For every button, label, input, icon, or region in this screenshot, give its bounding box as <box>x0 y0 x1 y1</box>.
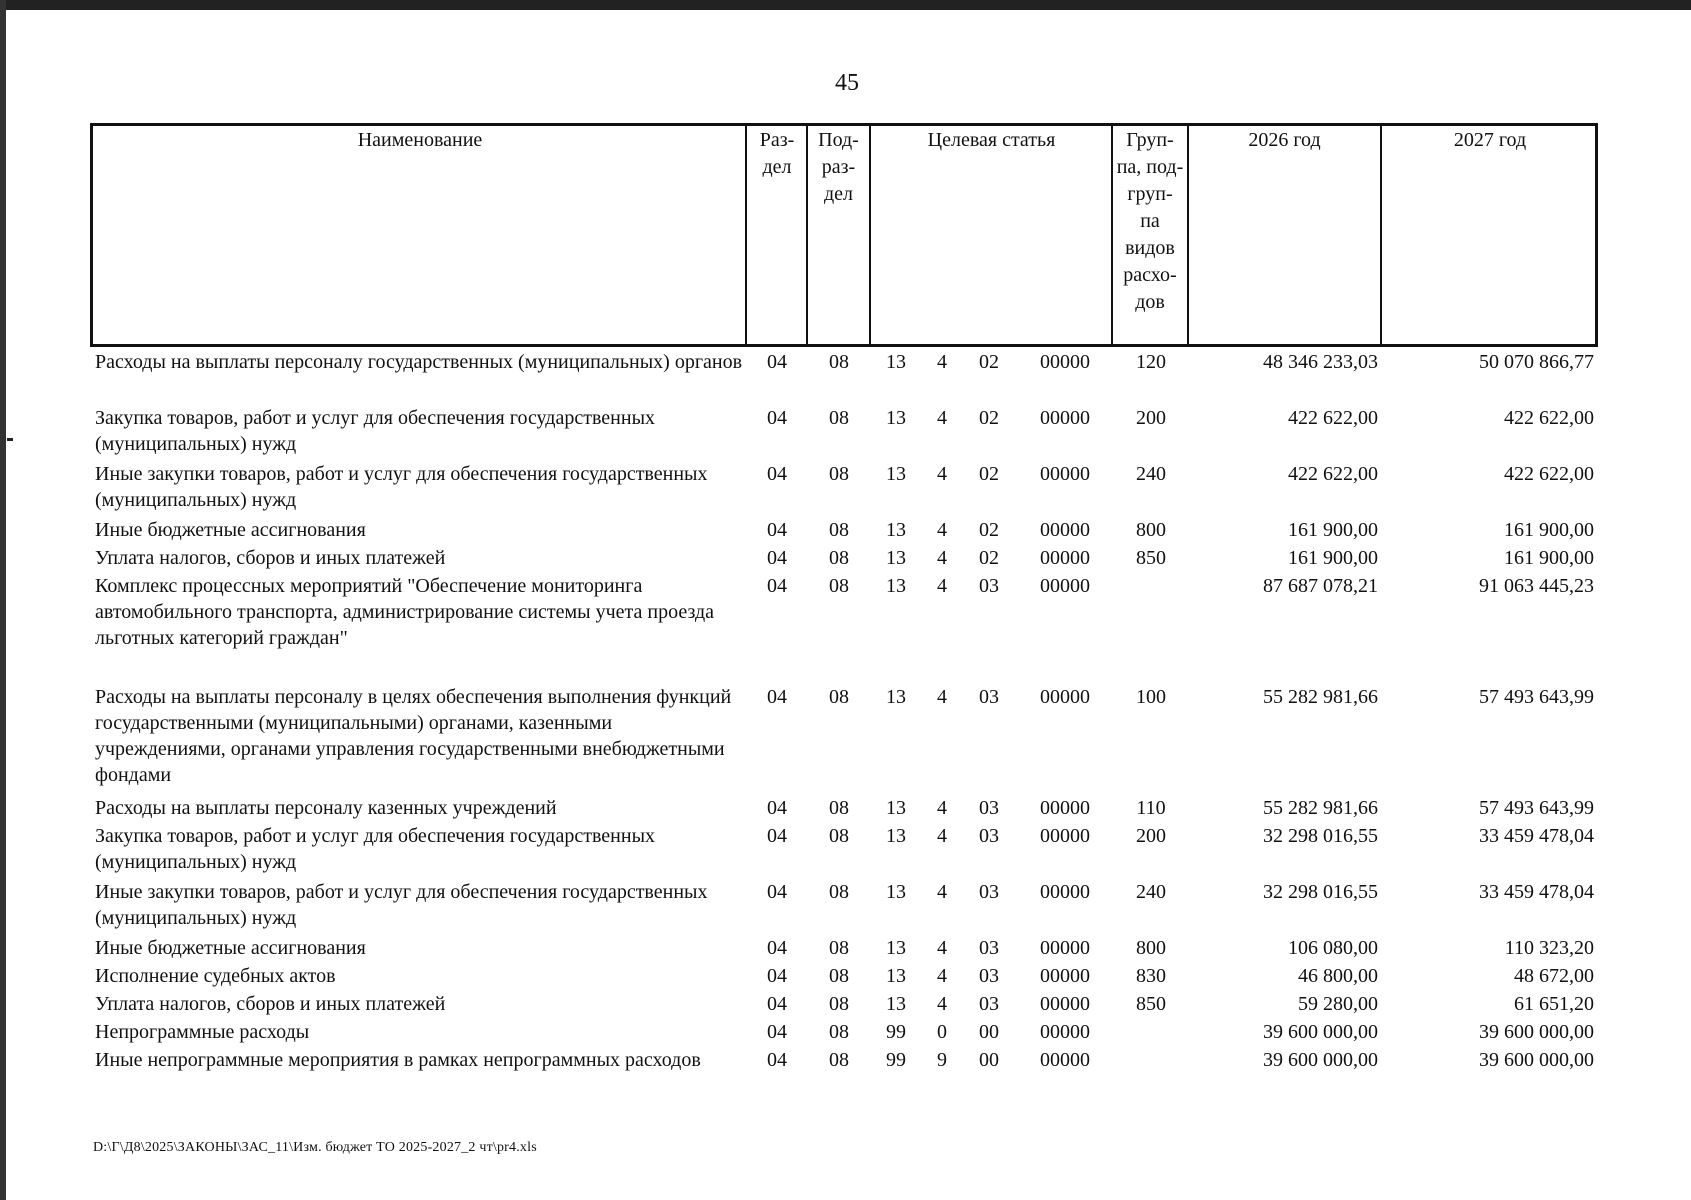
row-podrazdel: 08 <box>829 825 849 847</box>
row-target-complex: 03 <box>979 993 999 1015</box>
header-podrazdel-line: раз- <box>821 156 856 178</box>
row-target-direction: 00000 <box>1040 463 1090 485</box>
row-name: Расходы на выплаты персоналу казенных учреждений <box>95 797 557 819</box>
row-amount-2026: 39 600 000,00 <box>1263 1049 1378 1071</box>
row-target-type: 4 <box>937 825 947 847</box>
row-name: Комплекс процессных мероприятий "Обеспечение мониторинга автомобильного транспорта, администрирование системы учета проезда льготных категорий граждан" <box>95 575 715 649</box>
row-amount-2027: 33 459 478,04 <box>1479 825 1594 847</box>
row-group: 830 <box>1136 965 1166 987</box>
header-group-line: дов <box>1135 291 1165 313</box>
row-amount-2027: 161 900,00 <box>1504 519 1594 541</box>
row-target-program: 13 <box>886 407 906 429</box>
row-group: 110 <box>1136 797 1166 819</box>
header-name: Наименование <box>357 129 483 151</box>
row-target-complex: 03 <box>979 575 999 597</box>
row-target-type: 4 <box>937 519 947 541</box>
row-target-complex: 03 <box>979 825 999 847</box>
row-podrazdel: 08 <box>829 519 849 541</box>
row-amount-2026: 46 800,00 <box>1298 965 1378 987</box>
row-target-complex: 02 <box>979 407 999 429</box>
row-target-direction: 00000 <box>1040 937 1090 959</box>
header-group-line: Груп- <box>1126 129 1174 151</box>
row-amount-2027: 57 493 643,99 <box>1479 797 1594 819</box>
row-group: 200 <box>1136 825 1166 847</box>
row-amount-2027: 110 323,20 <box>1504 937 1594 959</box>
row-target-type: 4 <box>937 965 947 987</box>
row-amount-2027: 39 600 000,00 <box>1479 1021 1594 1043</box>
row-podrazdel: 08 <box>829 993 849 1015</box>
header-razdel-line: Раз- <box>759 129 795 151</box>
row-name: Иные бюджетные ассигнования <box>95 937 366 959</box>
row-razdel: 04 <box>767 993 787 1015</box>
row-amount-2027: 57 493 643,99 <box>1479 686 1594 708</box>
row-razdel: 04 <box>767 351 787 373</box>
row-amount-2026: 48 346 233,03 <box>1263 351 1378 373</box>
file-path-footer: D:\Г\Д8\2025\ЗАКОНЫ\ЗАС_11\Изм. бюджет ТО 2025-2027_2 чт\pr4.xls <box>93 1140 537 1155</box>
row-podrazdel: 08 <box>829 351 849 373</box>
row-podrazdel: 08 <box>829 797 849 819</box>
row-razdel: 04 <box>767 1049 787 1071</box>
row-target-complex: 00 <box>979 1049 999 1071</box>
row-name: Закупка товаров, работ и услуг для обеспечения государственных (муниципальных) нужд <box>95 825 656 873</box>
row-target-program: 13 <box>886 965 906 987</box>
row-name: Расходы на выплаты персоналу государственных (муниципальных) органов <box>95 351 743 373</box>
header-razdel <box>748 127 806 181</box>
row-target-type: 4 <box>937 547 947 569</box>
row-target-direction: 00000 <box>1040 965 1090 987</box>
row-razdel: 04 <box>767 1021 787 1043</box>
row-amount-2026: 32 298 016,55 <box>1263 825 1378 847</box>
row-name: Исполнение судебных актов <box>95 965 336 987</box>
row-target-program: 13 <box>886 825 906 847</box>
row-amount-2027: 422 622,00 <box>1504 407 1594 429</box>
row-target-program: 99 <box>886 1021 906 1043</box>
row-target-program: 13 <box>886 993 906 1015</box>
row-target-program: 13 <box>886 575 906 597</box>
row-target-direction: 00000 <box>1040 1021 1090 1043</box>
row-razdel: 04 <box>767 547 787 569</box>
row-target-type: 4 <box>937 407 947 429</box>
row-amount-2027: 61 651,20 <box>1514 993 1594 1015</box>
row-amount-2026: 59 280,00 <box>1298 993 1378 1015</box>
row-group: 240 <box>1136 881 1166 903</box>
row-name: Закупка товаров, работ и услуг для обеспечения государственных (муниципальных) нужд <box>95 407 656 455</box>
row-razdel: 04 <box>767 463 787 485</box>
row-target-complex: 03 <box>979 797 999 819</box>
row-group: 200 <box>1136 407 1166 429</box>
row-target-type: 4 <box>937 937 947 959</box>
row-podrazdel: 08 <box>829 965 849 987</box>
row-podrazdel: 08 <box>829 463 849 485</box>
row-target-complex: 03 <box>979 937 999 959</box>
row-podrazdel: 08 <box>829 881 849 903</box>
row-amount-2027: 50 070 866,77 <box>1479 351 1594 373</box>
row-amount-2026: 32 298 016,55 <box>1263 881 1378 903</box>
row-target-direction: 00000 <box>1040 797 1090 819</box>
header-group <box>1113 127 1187 316</box>
row-target-program: 13 <box>886 547 906 569</box>
row-razdel: 04 <box>767 825 787 847</box>
row-name: Иные закупки товаров, работ и услуг для обеспечения государственных (муниципальных) нужд <box>95 881 708 929</box>
header-group-line: па <box>1140 210 1160 232</box>
row-target-direction: 00000 <box>1040 407 1090 429</box>
row-razdel: 04 <box>767 881 787 903</box>
row-target-complex: 02 <box>979 463 999 485</box>
row-name: Иные бюджетные ассигнования <box>95 519 366 541</box>
row-name: Иные непрограммные мероприятия в рамках непрограммных расходов <box>95 1049 701 1071</box>
header-divider <box>745 123 747 347</box>
row-target-type: 4 <box>937 686 947 708</box>
header-group-line: расхо- <box>1123 264 1177 286</box>
header-year-2027: 2027 год <box>1453 129 1527 151</box>
row-target-type: 4 <box>937 993 947 1015</box>
row-amount-2026: 422 622,00 <box>1288 463 1378 485</box>
row-name: Непрограммные расходы <box>95 1021 310 1043</box>
row-target-direction: 00000 <box>1040 547 1090 569</box>
row-target-direction: 00000 <box>1040 825 1090 847</box>
header-target: Целевая статья <box>927 129 1056 151</box>
row-target-program: 13 <box>886 686 906 708</box>
row-amount-2027: 91 063 445,23 <box>1479 575 1594 597</box>
row-razdel: 04 <box>767 937 787 959</box>
header-group-line: груп- <box>1127 183 1173 205</box>
row-amount-2026: 55 282 981,66 <box>1263 797 1378 819</box>
row-target-type: 9 <box>937 1049 947 1071</box>
row-target-direction: 00000 <box>1040 686 1090 708</box>
row-razdel: 04 <box>767 519 787 541</box>
row-amount-2027: 39 600 000,00 <box>1479 1049 1594 1071</box>
row-target-program: 13 <box>886 937 906 959</box>
row-amount-2026: 106 080,00 <box>1288 937 1378 959</box>
row-podrazdel: 08 <box>829 407 849 429</box>
row-target-direction: 00000 <box>1040 519 1090 541</box>
row-amount-2026: 161 900,00 <box>1288 547 1378 569</box>
header-divider <box>1187 123 1189 347</box>
row-razdel: 04 <box>767 407 787 429</box>
row-group: 240 <box>1136 463 1166 485</box>
header-podrazdel-line: дел <box>823 183 854 205</box>
header-group-line: па, под- <box>1116 156 1184 178</box>
header-year-2026: 2026 год <box>1248 129 1321 151</box>
row-amount-2026: 39 600 000,00 <box>1263 1021 1378 1043</box>
row-target-type: 4 <box>937 575 947 597</box>
row-target-complex: 03 <box>979 686 999 708</box>
row-razdel: 04 <box>767 797 787 819</box>
row-amount-2026: 87 687 078,21 <box>1263 575 1378 597</box>
header-group-line: видов <box>1125 237 1175 259</box>
row-target-type: 4 <box>937 881 947 903</box>
row-name: Уплата налогов, сборов и иных платежей <box>95 547 446 569</box>
row-amount-2026: 161 900,00 <box>1288 519 1378 541</box>
row-amount-2027: 48 672,00 <box>1514 965 1594 987</box>
row-amount-2027: 33 459 478,04 <box>1479 881 1594 903</box>
row-podrazdel: 08 <box>829 547 849 569</box>
row-group: 100 <box>1136 686 1166 708</box>
row-target-complex: 03 <box>979 881 999 903</box>
row-target-type: 0 <box>937 1021 947 1043</box>
row-group: 800 <box>1136 937 1166 959</box>
row-target-complex: 02 <box>979 519 999 541</box>
header-podrazdel <box>808 127 869 208</box>
row-target-complex: 02 <box>979 351 999 373</box>
row-name: Уплата налогов, сборов и иных платежей <box>95 993 446 1015</box>
row-group: 800 <box>1136 519 1166 541</box>
row-target-program: 13 <box>886 351 906 373</box>
row-target-complex: 03 <box>979 965 999 987</box>
row-target-complex: 00 <box>979 1021 999 1043</box>
row-amount-2026: 422 622,00 <box>1288 407 1378 429</box>
row-target-type: 4 <box>937 351 947 373</box>
row-amount-2026: 55 282 981,66 <box>1263 686 1378 708</box>
row-target-program: 99 <box>886 1049 906 1071</box>
row-target-type: 4 <box>937 797 947 819</box>
row-amount-2027: 422 622,00 <box>1504 463 1594 485</box>
row-group: 850 <box>1136 993 1166 1015</box>
row-amount-2027: 161 900,00 <box>1504 547 1594 569</box>
row-target-direction: 00000 <box>1040 881 1090 903</box>
row-podrazdel: 08 <box>829 1049 849 1071</box>
row-target-complex: 02 <box>979 547 999 569</box>
page-number: 45 <box>835 70 859 96</box>
row-group: 850 <box>1136 547 1166 569</box>
row-target-direction: 00000 <box>1040 351 1090 373</box>
row-razdel: 04 <box>767 965 787 987</box>
row-razdel: 04 <box>767 686 787 708</box>
row-target-type: 4 <box>937 463 947 485</box>
row-target-program: 13 <box>886 463 906 485</box>
row-podrazdel: 08 <box>829 575 849 597</box>
row-target-direction: 00000 <box>1040 993 1090 1015</box>
header-divider <box>869 123 871 347</box>
row-razdel: 04 <box>767 575 787 597</box>
row-podrazdel: 08 <box>829 1021 849 1043</box>
row-podrazdel: 08 <box>829 937 849 959</box>
header-divider <box>1380 123 1382 347</box>
row-group: 120 <box>1136 351 1166 373</box>
header-razdel-line: дел <box>762 156 792 178</box>
row-target-program: 13 <box>886 797 906 819</box>
row-target-program: 13 <box>886 881 906 903</box>
row-name: Расходы на выплаты персоналу в целях обеспечения выполнения функций государственными (муниципальными) органами, казенными учреждениями, органами управления государственными внебюджетными фондами <box>95 686 732 786</box>
row-podrazdel: 08 <box>829 686 849 708</box>
header-podrazdel-line: Под- <box>818 129 859 151</box>
row-target-direction: 00000 <box>1040 1049 1090 1071</box>
row-target-direction: 00000 <box>1040 575 1090 597</box>
row-name: Иные закупки товаров, работ и услуг для обеспечения государственных (муниципальных) нужд <box>95 463 708 511</box>
row-target-program: 13 <box>886 519 906 541</box>
